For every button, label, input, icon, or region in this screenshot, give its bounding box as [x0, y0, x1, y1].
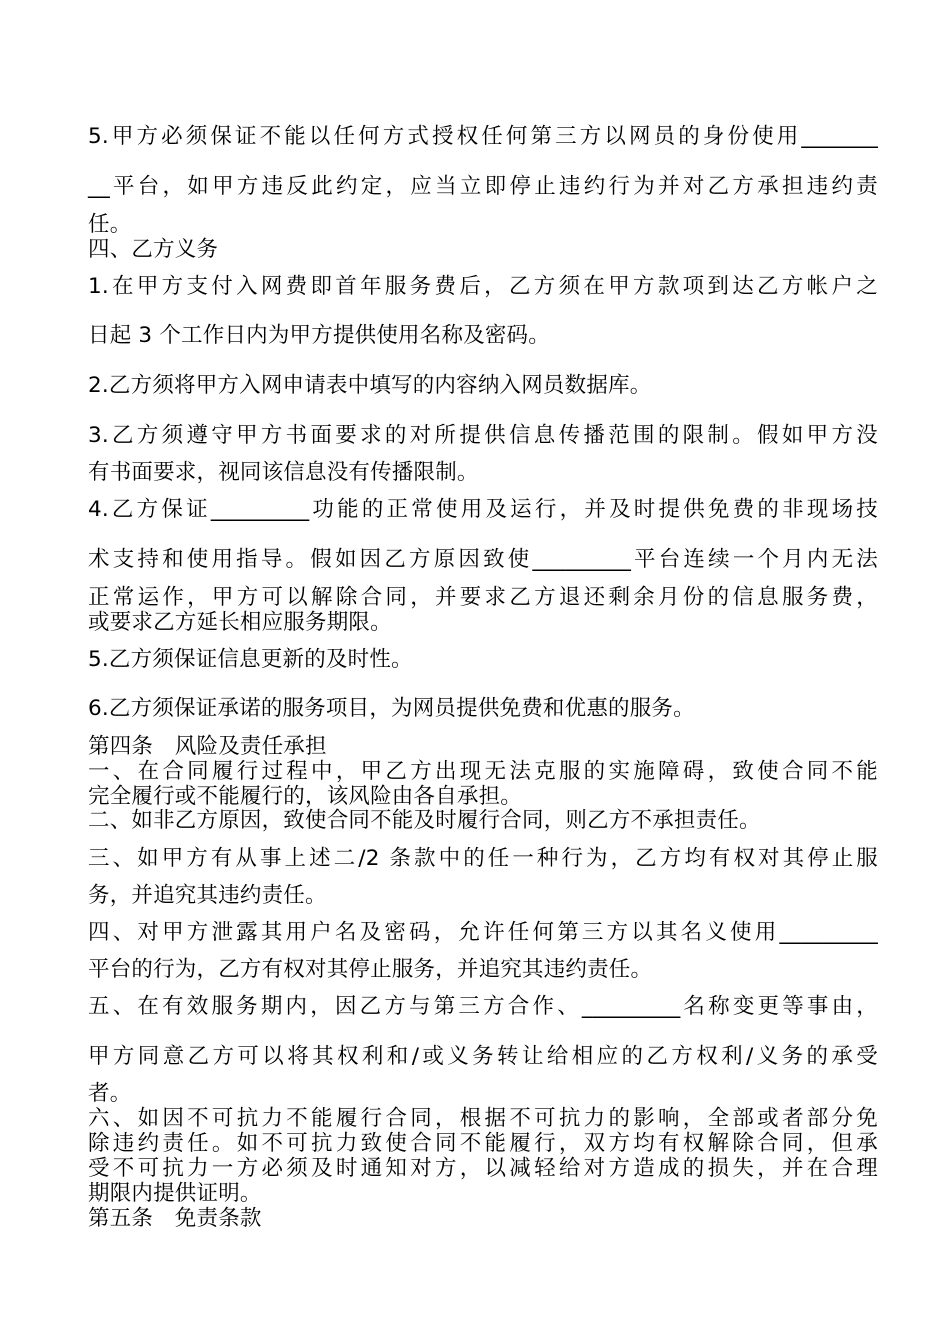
- text-line: 4.乙方保证_________功能的正常使用及运行，并及时提供免费的非现场技: [88, 497, 878, 522]
- text-line: 日起 3 个工作日内为甲方提供使用名称及密码。: [88, 323, 550, 348]
- text-line: 6.乙方须保证承诺的服务项目，为网员提供免费和优惠的服务。: [88, 696, 695, 721]
- text-line: 一、在合同履行过程中，甲乙方出现无法克服的实施障碍，致使合同不能: [88, 759, 878, 784]
- text-line: 完全履行或不能履行的，该风险由各自承担。: [88, 784, 523, 809]
- text-line: __平台，如甲方违反此约定，应当立即停止违约行为并对乙方承担违约责: [88, 174, 878, 199]
- text-line: 有书面要求，视同该信息没有传播限制。: [88, 460, 479, 485]
- text-line: 术支持和使用指导。假如因乙方原因致使_________平台连续一个月内无法: [88, 547, 878, 572]
- section-heading: 第四条 风险及责任承担: [88, 734, 327, 759]
- text-line: 正常运作，甲方可以解除合同，并要求乙方退还剩余月份的信息服务费，: [88, 585, 878, 610]
- text-line: 五、在有效服务期内，因乙方与第三方合作、_________名称变更等事由，: [88, 994, 878, 1019]
- text-line: 或要求乙方延长相应服务期限。: [88, 610, 392, 635]
- text-line: 除违约责任。如不可抗力致使合同不能履行，双方均有权解除合同，但承: [88, 1131, 878, 1156]
- text-line: 3.乙方须遵守甲方书面要求的对所提供信息传播范围的限制。假如甲方没: [88, 423, 878, 448]
- text-line: 2.乙方须将甲方入网申请表中填写的内容纳入网员数据库。: [88, 373, 652, 398]
- text-line: 三、如甲方有从事上述二/2 条款中的任一种行为，乙方均有权对其停止服: [88, 846, 878, 871]
- text-line: 务，并追究其违约责任。: [88, 883, 327, 908]
- text-line: 二、如非乙方原因，致使合同不能及时履行合同，则乙方不承担责任。: [88, 808, 761, 833]
- text-line: 六、如因不可抗力不能履行合同，根据不可抗力的影响，全部或者部分免: [88, 1106, 878, 1131]
- text-line: 者。: [88, 1081, 132, 1106]
- section-heading: 四、乙方义务: [88, 237, 219, 262]
- text-line: 5.乙方须保证信息更新的及时性。: [88, 647, 413, 672]
- text-line: 1.在甲方支付入网费即首年服务费后，乙方须在甲方款项到达乙方帐户之: [88, 274, 878, 299]
- text-line: 平台的行为，乙方有权对其停止服务，并追究其违约责任。: [88, 957, 653, 982]
- text-line: 任。: [88, 212, 132, 237]
- text-line: 甲方同意乙方可以将其权利和/或义务转让给相应的乙方权利/义务的承受: [88, 1044, 878, 1069]
- text-line: 期限内提供证明。: [88, 1181, 262, 1206]
- section-heading: 第五条 免责条款: [88, 1206, 262, 1231]
- text-line: 受不可抗力一方必须及时通知对方，以减轻给对方造成的损失，并在合理: [88, 1156, 878, 1181]
- text-line: 四、对甲方泄露其用户名及密码，允许任何第三方以其名义使用_________: [88, 920, 878, 945]
- text-line: 5.甲方必须保证不能以任何方式授权任何第三方以网员的身份使用_______: [88, 124, 878, 149]
